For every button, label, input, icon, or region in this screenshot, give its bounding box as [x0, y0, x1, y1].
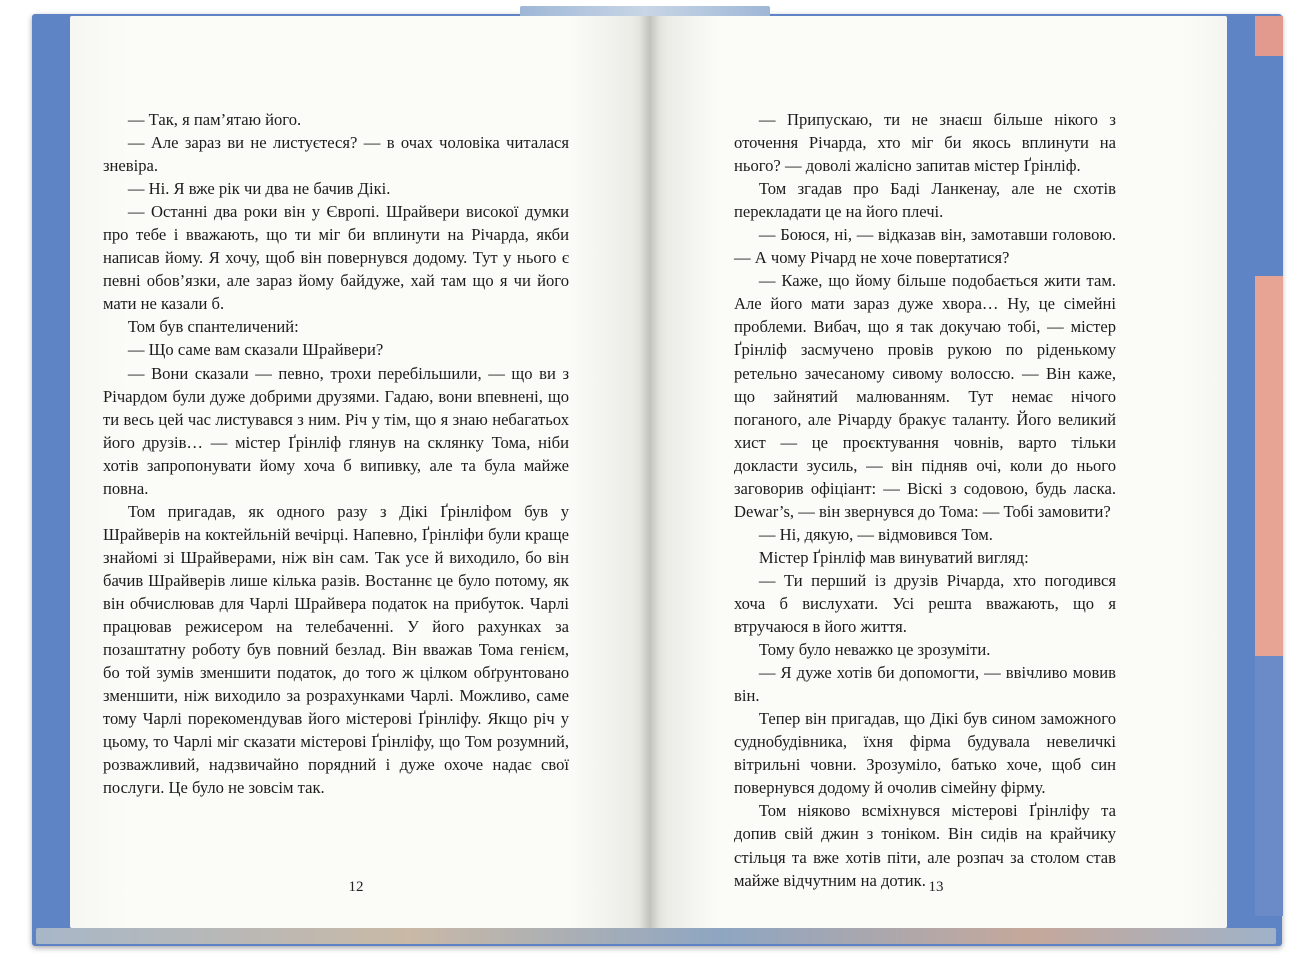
paragraph: — Ні, дякую, — відмовився Том. — [758, 524, 993, 544]
paragraph: — Останні два роки він у Європі. Шрайвери високої думки про тебе і вважають, що ти міг би вплинути на Річарда, якби написав йому. Я хочу, щоб він повернувся додому. Тут у нього є певні обов’язки, але зараз йому байдуже, хай там що я чи його мати не казали б. — [103, 202, 569, 314]
cover-bottom-edge — [36, 928, 1276, 944]
paragraph: — Так, я пам’ятаю його. — [127, 110, 302, 129]
book-gutter — [640, 16, 660, 928]
paragraph: — Каже, що йому більше подобається жити там. Але його мати зараз дуже хвора… Ну, це сімейні проблеми. Вибач, що я так докучаю тобі, — містер Ґрінліф засмучено провів рукою по ріденькому ретельно зачесаному сивому волоссю. — Він каже, що зайнятий малюванням. Тут немає нічого поганого, але Річарду бракує таланту. Його великий хист — це проєктування човнів, варто тільки докласти зусиль, — він підняв очі, коли до нього заговорив офіціант: — Віскі з содовою, будь ласка. Dewar’s, — він звернувся до Тома: — Тобі замовити? — [734, 271, 1116, 521]
paragraph: Том згадав про Баді Ланкенау, але не схотів перекладати це на його плечі. — [734, 179, 1116, 222]
paragraph: Тому було неважко це зрозуміти. — [758, 640, 991, 660]
paragraph: Том був спантеличений: — [127, 317, 299, 337]
paragraph: — Ти перший із друзів Річарда, хто погодився хоча б вислухати. Усі решта вважають, що я втручаюся в його життя. — [734, 570, 1116, 637]
paragraph: — Ні. Я вже рік чи два не бачив Дікі. — [127, 179, 391, 199]
paragraph: Том ніяково всміхнувся містерові Ґрінліфу та допив свій джин з тоніком. Він сидів на крайчику стільця та вже хотів піти, але розпач за столом став майже відчутним на дотик. — [734, 801, 1116, 890]
page-number-left: 12 — [348, 879, 364, 895]
paragraph: — Я дуже хотів би допомогти, — ввічливо мовив він. — [734, 663, 1116, 706]
paragraph: Містер Ґрінліф мав винуватий вигляд: — [758, 547, 1029, 567]
paragraph: — Боюся, ні, — відказав він, замотавши головою. — А чому Річард не хоче повертатися? — [734, 225, 1116, 268]
paragraph: — Але зараз ви не листуєтеся? — в очах чоловіка читалася зневіра. — [103, 133, 569, 176]
left-page-text — [103, 108, 569, 799]
paragraph: — Вони сказали — певно, трохи перебільшили, — що ви з Річардом були дуже добрими друзями. Гадаю, вони впевнені, що ти весь цей час листувався з ним. Річ у тім, що я знаю небагатьох його друзів… — містер Ґрінліф глянув на склянку Тома, ніби хотів запропонувати йому хоча б випивку, але та була майже повна. — [103, 363, 569, 498]
page-number-right: 13 — [928, 879, 944, 895]
paragraph: — Що саме вам сказали Шрайвери? — [127, 340, 384, 360]
paragraph: Тепер він пригадав, що Дікі був сином заможного суднобудівника, їхня фірма будувала невеличкі вітрильні човни. Зрозуміло, батько хоче, щоб син повернувся додому й очолив сімейну фірму. — [734, 709, 1116, 798]
paragraph: — Припускаю, ти не знаєш більше нікого з оточення Річарда, хто міг би якось вплинути на нього? — доволі жалісно запитав містер Ґрінліф. — [734, 110, 1116, 176]
cover-right-edge — [1255, 16, 1283, 916]
right-page-text — [734, 108, 1116, 892]
paragraph: Том пригадав, як одного разу з Дікі Ґрінліфом був у Шрайверів на коктейльній вечірці. Напевно, Ґрінліфи були краще знайомі зі Шрайверами, ніж він сам. Так усе й виходило, бо він бачив Шрайверів лише кілька разів. Востаннє це було потому, як він обчислював для Чарлі Шрайвера податок на прибуток. Чарлі працював режисером на телебаченні. У його рахунках за позаштатну роботу був повний безлад. Він вважав Тома генієм, бо той зумів зменшити податок, до того ж цілком обґрунтовано зменшити, ніж виходило за розрахунками Чарлі. Можливо, саме тому Чарлі порекомендував його містерові Ґрінліфу. Якщо річ у цьому, то Чарлі міг сказати містерові Ґрінліфу, що Том розумний, розважливий, надзвичайно порядний і дуже охоче надає свої послуги. Це було не зовсім так. — [103, 501, 569, 798]
